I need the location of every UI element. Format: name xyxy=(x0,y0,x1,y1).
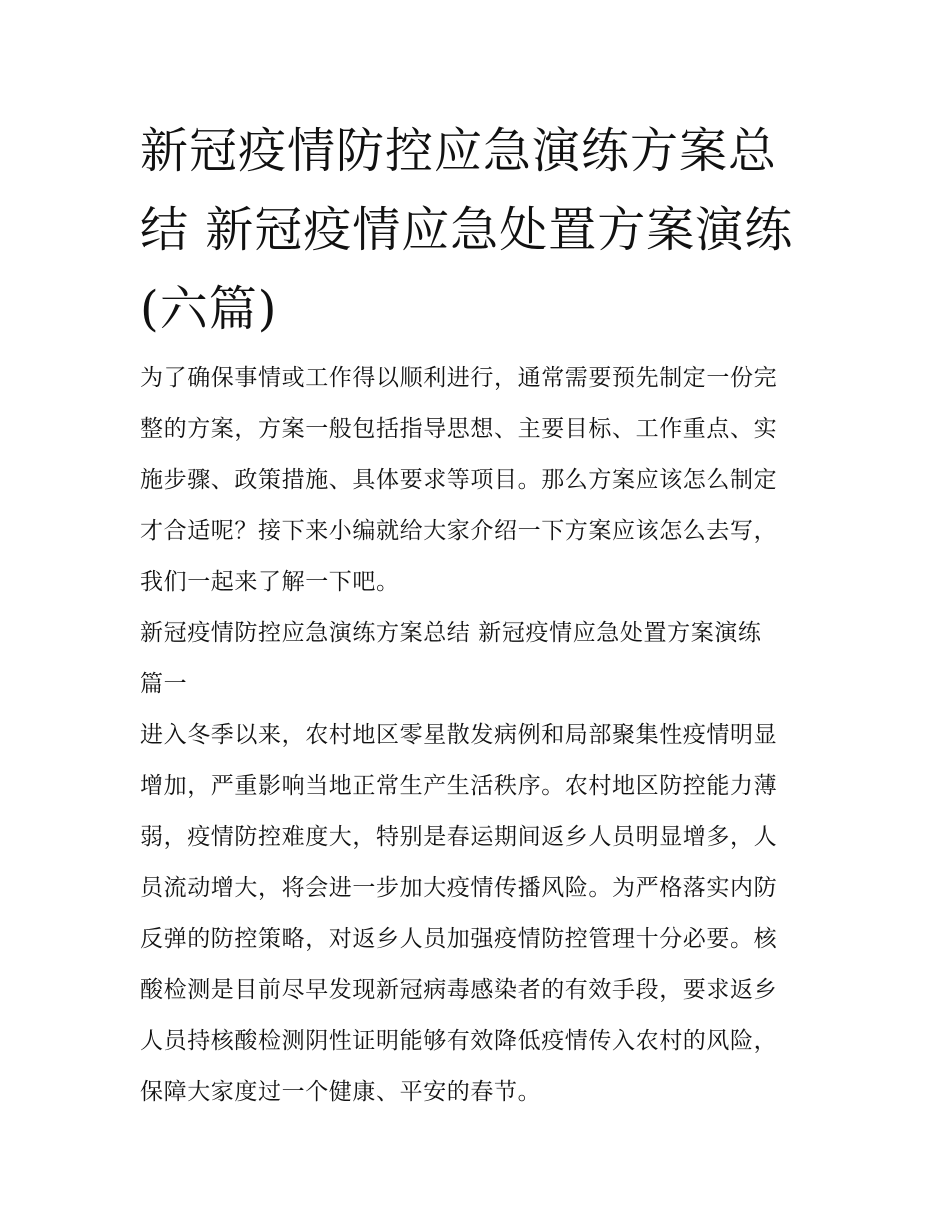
text-line: 施步骤、政策措施、具体要求等项目。那么方案应该怎么制定 xyxy=(140,467,778,493)
text-line: 员流动增大，将会进一步加大疫情传播风险。为严格落实内防 xyxy=(140,875,778,901)
intro-paragraph xyxy=(140,353,820,608)
body-paragraph xyxy=(140,710,820,1118)
text-line: 我们一起来了解一下吧。 xyxy=(140,569,400,595)
text-line: 保障大家度过一个健康、平安的春节。 xyxy=(140,1079,542,1105)
heading-line: 篇一 xyxy=(140,671,188,697)
text-line: 弱，疫情防控难度大，特别是春运期间返乡人员明显增多，人 xyxy=(140,824,778,850)
section-heading xyxy=(140,608,820,710)
text-line: 酸检测是目前尽早发现新冠病毒感染者的有效手段，要求返乡 xyxy=(140,977,778,1003)
text-line: 为了确保事情或工作得以顺利进行，通常需要预先制定一份完 xyxy=(140,365,778,391)
text-line: 才合适呢？接下来小编就给大家介绍一下方案应该怎么去写， xyxy=(140,518,778,544)
text-line: 人员持核酸检测阴性证明能够有效降低疫情传入农村的风险， xyxy=(140,1028,778,1054)
title-line: (六篇) xyxy=(140,281,278,337)
heading-line: 新冠疫情防控应急演练方案总结 新冠疫情应急处置方案演练 xyxy=(140,620,762,646)
text-line: 整的方案，方案一般包括指导思想、主要目标、工作重点、实 xyxy=(140,416,778,442)
text-line: 反弹的防控策略，对返乡人员加强疫情防控管理十分必要。核 xyxy=(140,926,778,952)
text-line: 进入冬季以来，农村地区零星散发病例和局部聚集性疫情明显 xyxy=(140,722,778,748)
document-title xyxy=(140,112,820,349)
title-line: 结 新冠疫情应急处置方案演练 xyxy=(140,202,794,258)
text-line: 增加，严重影响当地正常生产生活秩序。农村地区防控能力薄 xyxy=(140,773,778,799)
document-body xyxy=(140,353,820,1118)
title-line: 新冠疫情防控应急演练方案总 xyxy=(140,123,778,179)
